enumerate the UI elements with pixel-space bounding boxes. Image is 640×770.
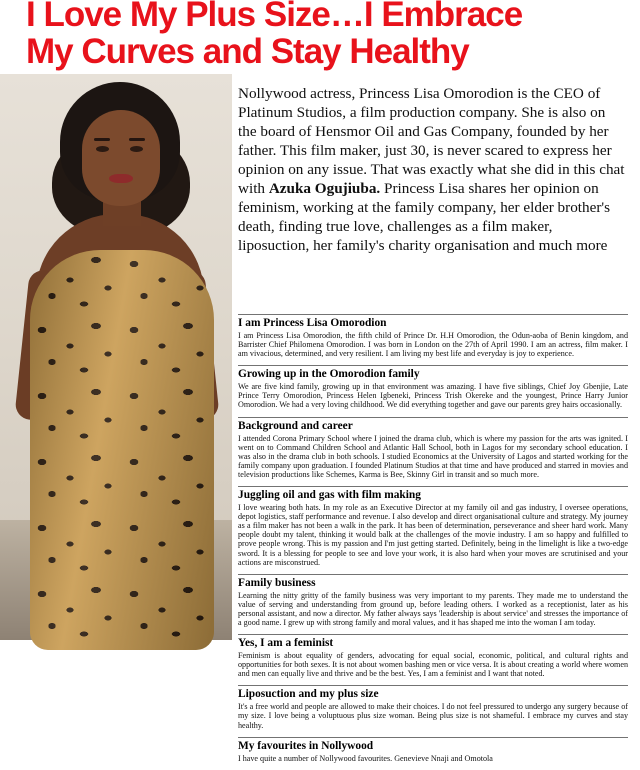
- section-i-am-a-feminist: [238, 634, 628, 678]
- section-divider: [238, 486, 628, 487]
- standfirst-part-1: Nollywood actress, Princess Lisa Omorodion is the CEO of Platinum Studios, a film production company. She is also on the board of Hensmor Oil and Gas Company, founded by her father. This film maker, just 30, is never scared to express her opinion on any issue. That was exactly what she did in this chat with: [238, 85, 625, 197]
- interviewer-name: Azuka Ogujiuba.: [268, 180, 381, 197]
- section-divider: [238, 737, 628, 738]
- face: [82, 110, 160, 206]
- section-background-and-career: [238, 417, 628, 479]
- article-standfirst: [238, 84, 626, 255]
- headline-line-2: My Curves and Stay Healthy: [26, 32, 469, 71]
- section-divider: [238, 685, 628, 686]
- section-heading: Juggling oil and gas with film making: [238, 489, 421, 502]
- section-family-business: [238, 574, 628, 627]
- princess-lisa-omorodion-photo: [0, 74, 232, 640]
- section-text: I love wearing both hats. In my role as an Executive Director at my family oil and gas industry, I oversee operations, depot logistics, staff performance and revenue. I also develop and direct organisational culture and strategy. My journey as a film maker has not been a walk in the park. It has been of determination, perseverance and sheer hard work. Many people doubt my talent, thinking it would balk at the challenges of the movie industry. I am so happy and fulfilled to prove people wrong. This is my passion and I'm just getting started. Definitely, being in the limelight is like a two-edge sword. It is a blessing for people to see and love your work, it is also hard when your moves are scrutinised and your actions are misconstrued.: [238, 503, 628, 567]
- eye-right: [130, 146, 143, 152]
- section-text: We are five kind family, growing up in that environment was amazing. I have five siblings, Chief Joy Gbenjie, Late Prince Terry Omorodion, Princess Helen Igbeneki, Princess Trish Okereke and the youngest, Prince Harry Junior Omorodion. We had a very loving childhood. We did everything together and gave our parents grey hairs occasionally.: [238, 382, 628, 410]
- section-heading: My favourites in Nollywood: [238, 739, 374, 752]
- section-heading: Liposuction and my plus size: [238, 688, 379, 701]
- section-heading: Background and career: [238, 419, 353, 432]
- eyebrow-left: [94, 138, 110, 141]
- article-body: [238, 312, 628, 770]
- section-heading: Growing up in the Omorodion family: [238, 368, 420, 381]
- section-text: I attended Corona Primary School where I joined the drama club, which is where my passion for the arts was ignited. I went on to Command Children School and Atlantic Hall School, both in Lagos for my secondary school education. I was also in the drama club in both schools. I studied Economics at the University of Lagos and started working for the family company upon graduation. I founded Platinum Studios at that time and have produced and starred in movies and television productions like Schemes, Karma is Bee, Skinny Girl in transit and so much more.: [238, 433, 628, 479]
- page-title: [26, 0, 626, 70]
- section-text: It's a free world and people are allowed to make their choices. I do not feel pressured to undergo any surgery because of my size. I love being a voluptuous plus size woman. Being plus size is not shameful. I embrace my curves and stay healthy.: [238, 702, 628, 730]
- section-my-favourites-in-nollywood: [238, 737, 628, 763]
- section-divider: [238, 417, 628, 418]
- section-juggling-oil-and-gas: [238, 486, 628, 567]
- section-i-am-princess-lisa-omorodion: [238, 314, 628, 358]
- eyebrow-right: [129, 138, 145, 141]
- dress-shading: [30, 250, 214, 650]
- section-text: Learning the nitty gritty of the family business was very important to my parents. They made me to understand the value of serving and understanding from ground up, before leading others. I worked as a receptionist, later as his personal assistant, and now a director. My father always says 'leadership is about service' and stresses the importance of a good name. I grew up with strong family and moral values, and it has shaped me into the woman I am today.: [238, 590, 628, 627]
- section-text: I am Princess Lisa Omorodion, the fifth child of Prince Dr. H.H Omorodion, the Odun-aoba of Benin kingdom, and Barrister Chief Philomena Omorodion. I was born in London on the 27th of April 1990. I am an actress, film maker. I am vivacious, determined, and very resilient. I am living my best life and everyday is joy to experience.: [238, 331, 628, 359]
- section-divider: [238, 634, 628, 635]
- section-text: Feminism is about equality of genders, advocating for equal social, economic, political, and cultural rights and opportunities for both sexes. It is not about women bashing men or vice versa. It is about creating a world where women and men can equally live and thrive and be the best. Yes, I am a feminist and I want that noted.: [238, 651, 628, 679]
- lips: [109, 174, 133, 183]
- section-divider: [238, 365, 628, 366]
- section-liposuction-and-my-plus-size: [238, 685, 628, 729]
- section-heading: Yes, I am a feminist: [238, 637, 334, 650]
- headline-line-1: I Love My Plus Size…I Embrace: [26, 0, 523, 34]
- section-growing-up: [238, 365, 628, 409]
- section-text: I have quite a number of Nollywood favourites. Genevieve Nnaji and Omotola: [238, 753, 493, 763]
- standfirst-part-2: Princess Lisa shares her opinion on feminism, working at the family company, her elder brother's death, finding true love, challenges as a film maker, liposuction, her family's charity organisation and much more: [238, 180, 611, 254]
- eye-left: [96, 146, 109, 152]
- section-divider: [238, 574, 628, 575]
- section-heading: I am Princess Lisa Omorodion: [238, 317, 387, 329]
- section-heading: Family business: [238, 576, 316, 589]
- section-divider: [238, 314, 628, 315]
